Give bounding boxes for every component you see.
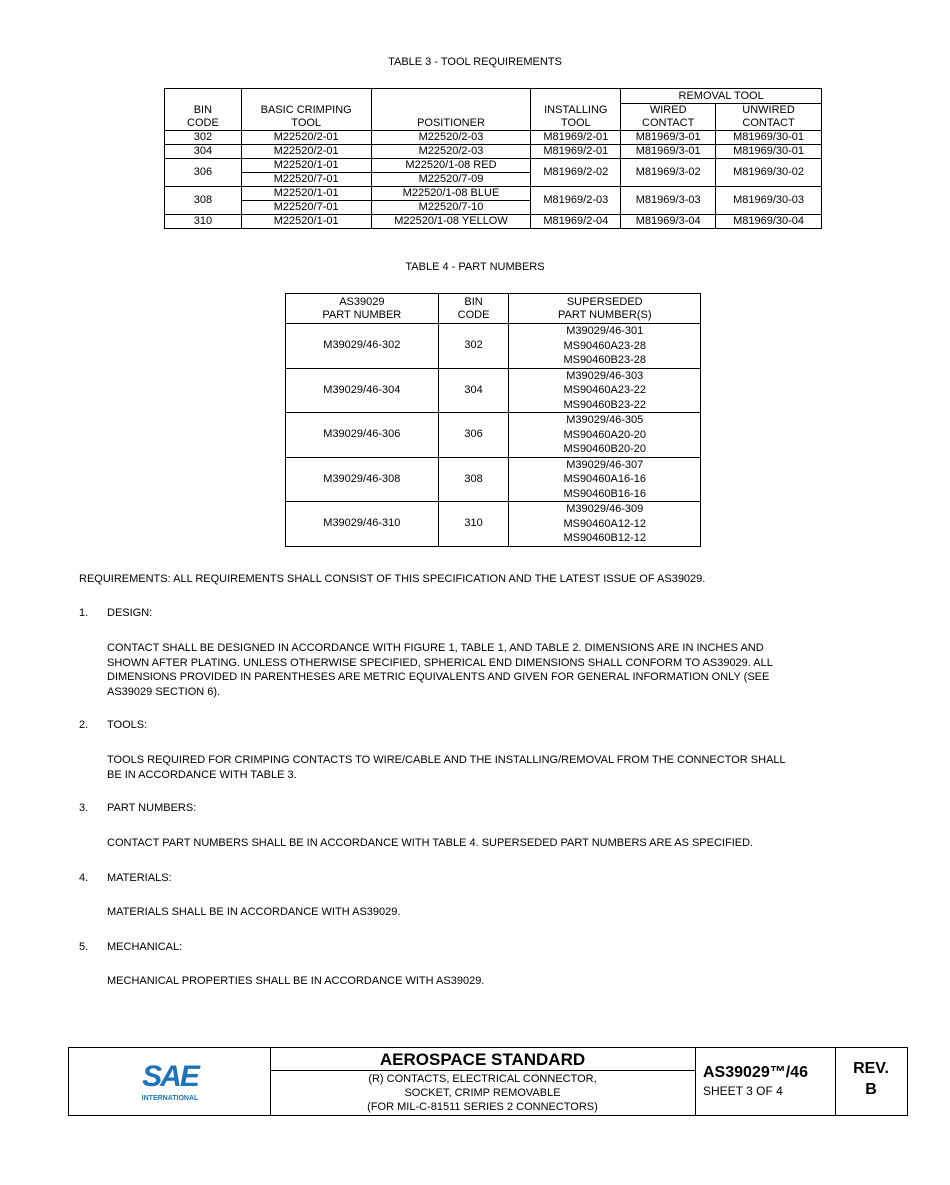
unwired-contact: M81969/30-03 [716,187,822,215]
table4-caption: TABLE 4 - PART NUMBERS [405,261,545,273]
superseded-part-numbers: M39029/46-307 MS90460A16-16 MS90460B16-16 [509,457,701,502]
document-description: (R) CONTACTS, ELECTRICAL CONNECTOR, SOCKET, CRIMP REMOVABLE (FOR MIL-C-81511 SERIES 2 CONNECTORS) [367,1073,598,1113]
header-installing-tool: INSTALLING TOOL [531,89,621,131]
positioner: M22520/1-08 YELLOW [371,215,531,229]
bin-code: 310 [165,215,242,229]
positioner: M22520/7-10 [371,201,531,215]
logo-subtext: INTERNATIONAL [141,1095,199,1102]
part-number: M39029/46-306 [286,413,439,458]
positioner: M22520/1-08 BLUE [371,187,531,201]
part-number: M39029/46-304 [286,368,439,413]
section-number: 2. [79,719,89,731]
crimp-tool: M22520/1-01 [241,159,371,173]
section-body-part-numbers: CONTACT PART NUMBERS SHALL BE IN ACCORDANCE WITH TABLE 4. SUPERSEDED PART NUMBERS ARE AS SPECIFIED. [107,837,754,849]
table-row [165,215,822,229]
table-row [286,324,701,369]
header-removal-tool: REMOVAL TOOL [621,89,822,104]
section-number: 5. [79,941,89,953]
header-wired-contact: WIRED CONTACT [621,104,716,131]
revision-value: B [865,1081,877,1098]
table-row [286,413,701,458]
part-number: M39029/46-310 [286,502,439,547]
section-number: 1. [79,607,89,619]
sheet-number: SHEET 3 OF 4 [703,1084,783,1098]
installing-tool: M81969/2-03 [531,187,621,215]
installing-tool: M81969/2-02 [531,159,621,187]
crimp-tool: M22520/1-01 [241,187,371,201]
crimp-tool: M22520/1-01 [241,215,371,229]
section-number: 4. [79,872,89,884]
header-superseded: SUPERSEDED PART NUMBER(S) [509,294,701,324]
header-part-number: AS39029 PART NUMBER [286,294,439,324]
wired-contact: M81969/3-01 [621,145,716,159]
header-unwired-contact: UNWIRED CONTACT [716,104,822,131]
bin-code: 304 [438,368,509,413]
bin-code: 306 [438,413,509,458]
header-positioner: POSITIONER [371,89,531,131]
table-row [165,145,822,159]
document-number: AS39029™/46 [703,1064,808,1081]
bin-code: 302 [438,324,509,369]
section-body-tools: TOOLS REQUIRED FOR CRIMPING CONTACTS TO WIRE/CABLE AND THE INSTALLING/REMOVAL FROM THE CONNECTOR SHALL BE IN ACCORDANCE WITH TABLE 3. [107,754,786,781]
table-row [165,131,822,145]
positioner: M22520/1-08 RED [371,159,531,173]
positioner: M22520/2-03 [371,131,531,145]
table-row [165,187,822,201]
superseded-part-numbers: M39029/46-309 MS90460A12-12 MS90460B12-12 [509,502,701,547]
bin-code: 302 [165,131,242,145]
unwired-contact: M81969/30-02 [716,159,822,187]
document-number-cell [695,1048,836,1115]
section-body-mechanical: MECHANICAL PROPERTIES SHALL BE IN ACCORDANCE WITH AS39029. [107,975,485,987]
installing-tool: M81969/2-01 [531,145,621,159]
bin-code: 304 [165,145,242,159]
title-cell [270,1048,696,1115]
sae-logo [134,1056,206,1106]
part-numbers-table [285,293,701,547]
header-bin-code: BIN CODE [438,294,509,324]
superseded-part-numbers: M39029/46-301 MS90460A23-28 MS90460B23-28 [509,324,701,369]
part-number: M39029/46-302 [286,324,439,369]
part-number: M39029/46-308 [286,457,439,502]
section-heading-part-numbers: PART NUMBERS: [107,802,197,814]
bin-code: 308 [165,187,242,215]
crimp-tool: M22520/7-01 [241,173,371,187]
logo-text: SAE [142,1060,198,1093]
logo-cell [69,1048,271,1115]
section-heading-tools: TOOLS: [107,719,148,731]
crimp-tool: M22520/7-01 [241,201,371,215]
header-bin-code: BIN CODE [165,89,242,131]
installing-tool: M81969/2-04 [531,215,621,229]
standard-title: AEROSPACE STANDARD [270,1050,695,1071]
positioner: M22520/2-03 [371,145,531,159]
bin-code: 310 [438,502,509,547]
positioner: M22520/7-09 [371,173,531,187]
section-body-materials: MATERIALS SHALL BE IN ACCORDANCE WITH AS39029. [107,906,401,918]
section-body-design: CONTACT SHALL BE DESIGNED IN ACCORDANCE WITH FIGURE 1, TABLE 1, AND TABLE 2. DIMENSIONS ARE IN INCHES AND SHOWN AFTER PLATING. UNLESS OTHERWISE SPECIFIED, SPHERICAL END DIMENSIONS SHALL CONFORM TO AS39029. ALL DIMENSIONS PROVIDED IN PARENTHESES ARE METRIC EQUIVALENTS AND GIVEN FOR GENERAL INFORMATION ONLY (SEE AS39029 SECTION 6). [107,642,773,698]
superseded-part-numbers: M39029/46-303 MS90460A23-22 MS90460B23-22 [509,368,701,413]
table-row [286,368,701,413]
table-row [286,502,701,547]
table-row [165,159,822,173]
wired-contact: M81969/3-03 [621,187,716,215]
table-row [286,457,701,502]
section-heading-design: DESIGN: [107,607,153,619]
bin-code: 308 [438,457,509,502]
bin-code: 306 [165,159,242,187]
wired-contact: M81969/3-01 [621,131,716,145]
tool-requirements-table [164,88,822,229]
installing-tool: M81969/2-01 [531,131,621,145]
unwired-contact: M81969/30-04 [716,215,822,229]
requirements-intro: REQUIREMENTS: ALL REQUIREMENTS SHALL CONSIST OF THIS SPECIFICATION AND THE LATEST ISSUE OF AS39029. [79,573,706,585]
title-block [68,1047,908,1116]
wired-contact: M81969/3-02 [621,159,716,187]
unwired-contact: M81969/30-01 [716,145,822,159]
section-heading-mechanical: MECHANICAL: [107,941,183,953]
crimp-tool: M22520/2-01 [241,145,371,159]
section-number: 3. [79,802,89,814]
crimp-tool: M22520/2-01 [241,131,371,145]
table3-caption: TABLE 3 - TOOL REQUIREMENTS [388,56,562,68]
header-basic-crimping-tool: BASIC CRIMPING TOOL [241,89,371,131]
superseded-part-numbers: M39029/46-305 MS90460A20-20 MS90460B20-20 [509,413,701,458]
unwired-contact: M81969/30-01 [716,131,822,145]
revision-cell [835,1048,907,1115]
revision-label: REV. [853,1060,889,1077]
wired-contact: M81969/3-04 [621,215,716,229]
section-heading-materials: MATERIALS: [107,872,172,884]
